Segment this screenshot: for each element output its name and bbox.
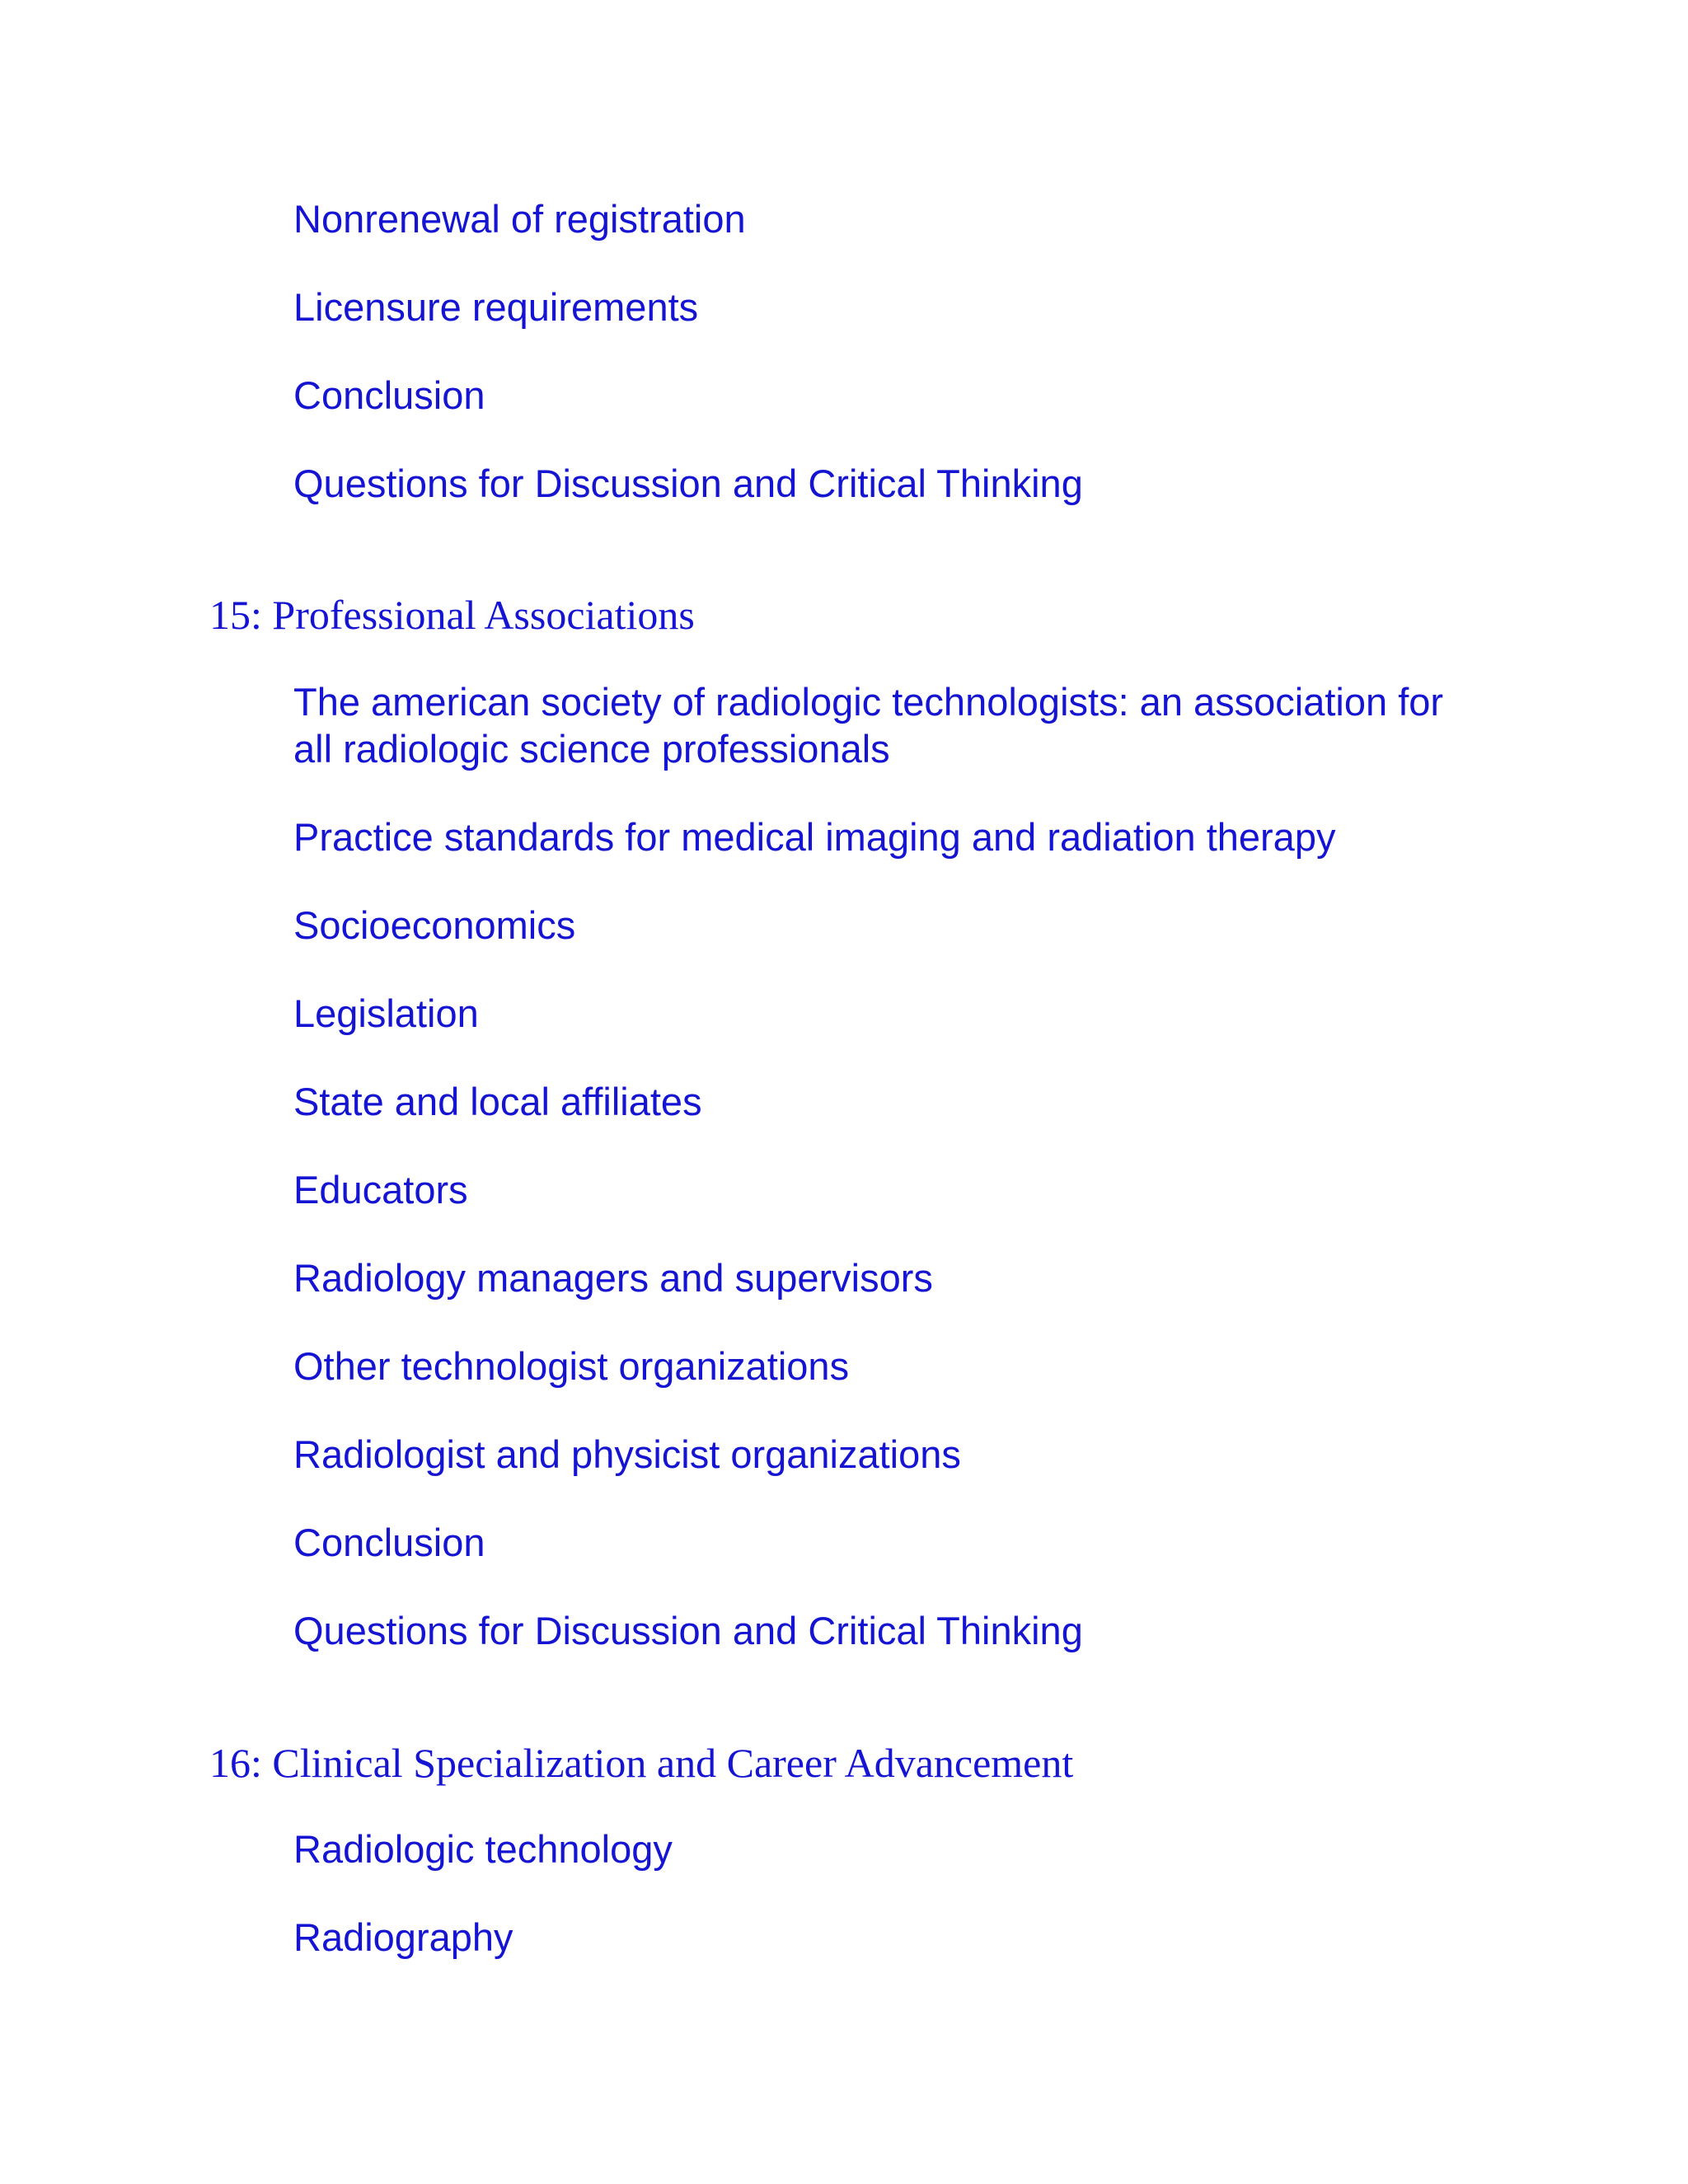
toc-entry-legislation[interactable]: Legislation (293, 991, 479, 1035)
toc-entry-asrt-association[interactable]: The american society of radiologic technologists: an association for all radiologic science professionals (293, 680, 1444, 771)
toc-entry-questions-for-discussion[interactable]: Questions for Discussion and Critical Thinking (293, 462, 1083, 505)
toc-entry-radiography[interactable]: Radiography (293, 1915, 513, 1959)
toc-entry-radiologist-physicist-organizations[interactable]: Radiologist and physicist organizations (293, 1432, 961, 1476)
toc-entry-nonrenewal-of-registration[interactable]: Nonrenewal of registration (293, 197, 746, 241)
toc-entry-state-and-local-affiliates[interactable]: State and local affiliates (293, 1080, 702, 1123)
toc-entry-other-technologist-organizations[interactable]: Other technologist organizations (293, 1344, 850, 1388)
toc-entry-educators[interactable]: Educators (293, 1168, 468, 1212)
toc-entry-socioeconomics[interactable]: Socioeconomics (293, 903, 576, 947)
toc-entry-conclusion[interactable]: Conclusion (293, 373, 485, 417)
toc-chapter-16-heading[interactable]: 16: Clinical Specialization and Career Advancement (209, 1740, 1074, 1786)
toc-entry-radiology-managers[interactable]: Radiology managers and supervisors (293, 1256, 933, 1300)
toc-entry-radiologic-technology[interactable]: Radiologic technology (293, 1827, 673, 1871)
toc-entry-questions-for-discussion[interactable]: Questions for Discussion and Critical Thinking (293, 1609, 1083, 1652)
toc-entry-licensure-requirements[interactable]: Licensure requirements (293, 285, 699, 329)
toc-entry-conclusion[interactable]: Conclusion (293, 1521, 485, 1564)
toc-entry-practice-standards[interactable]: Practice standards for medical imaging and radiation therapy (293, 815, 1336, 859)
toc-chapter-15-heading[interactable]: 15: Professional Associations (209, 592, 695, 638)
